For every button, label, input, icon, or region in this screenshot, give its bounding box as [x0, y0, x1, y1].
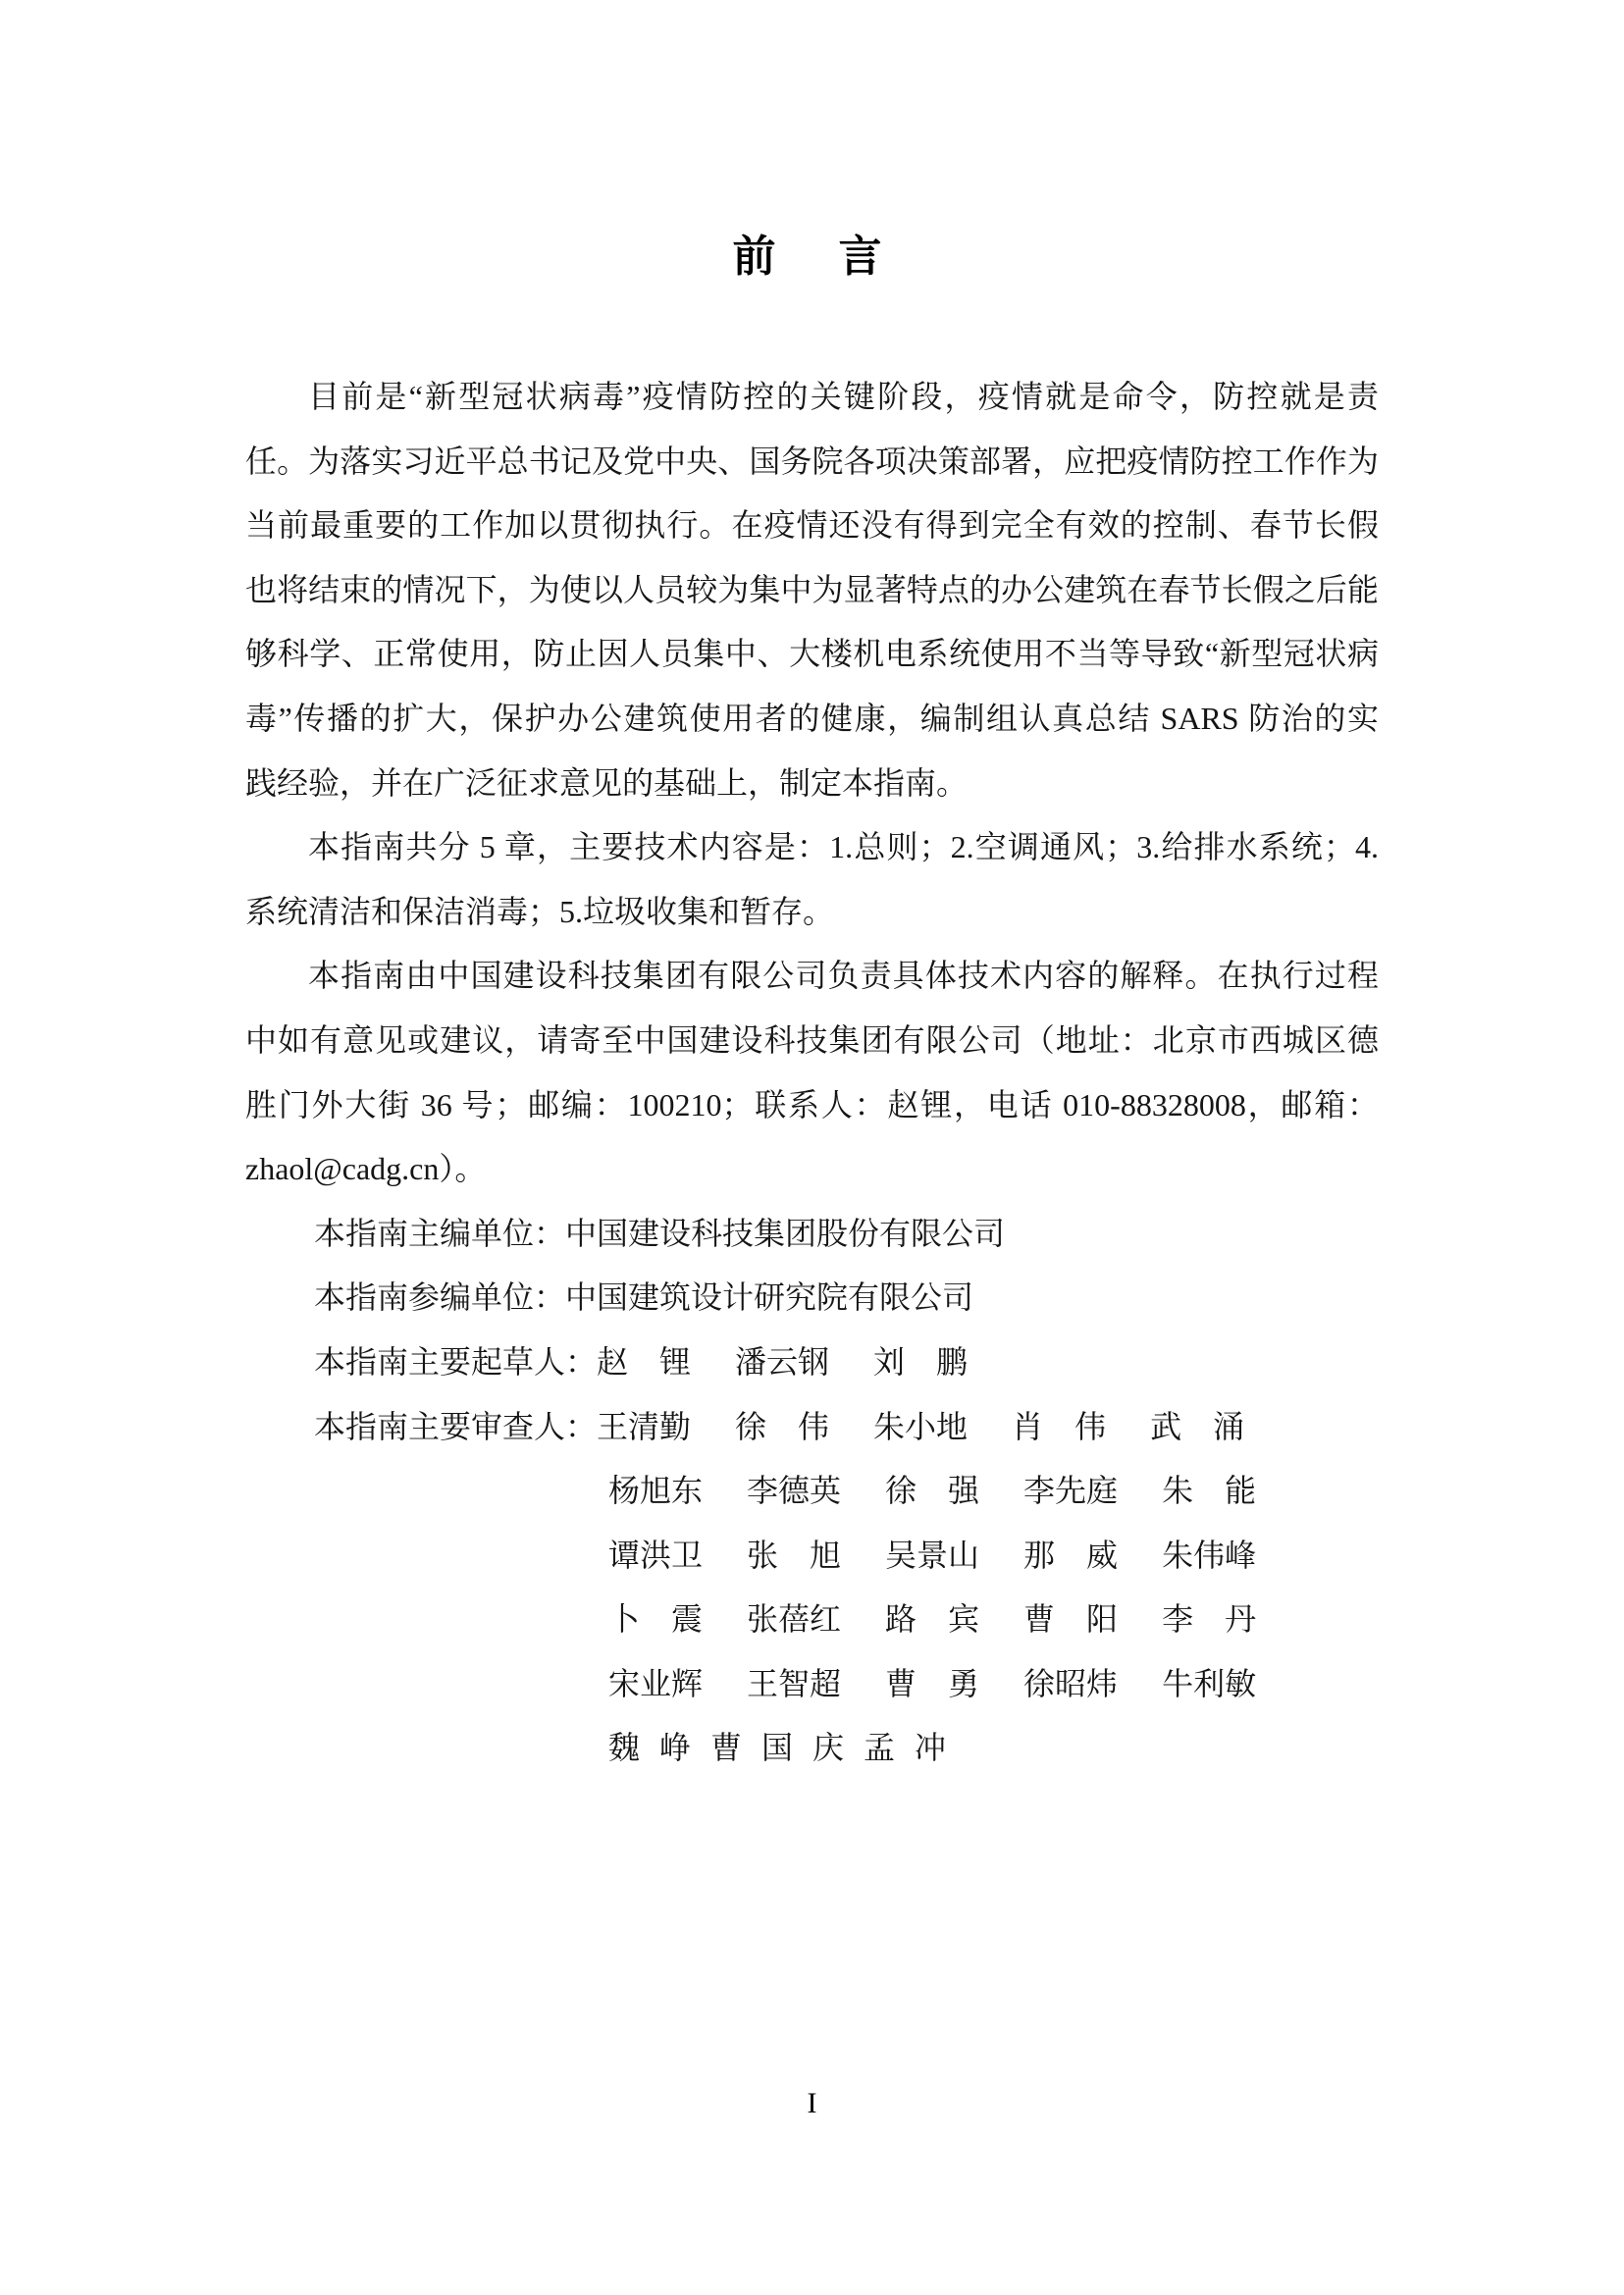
reviewer-name: 李先庭	[1023, 1473, 1119, 1509]
chief-editor-unit-value: 中国建设科技集团股份有限公司	[565, 1215, 1006, 1251]
paragraph-line: 系统清洁和保洁消毒；5.垃圾收集和暂存。	[245, 893, 835, 929]
chief-editor-unit-label: 本指南主编单位：	[314, 1215, 566, 1251]
document-title: 前 言	[732, 233, 892, 281]
paragraph-line: 中如有意见或建议，请寄至中国建设科技集团有限公司（地址：北京市西城区德	[245, 1021, 1379, 1058]
paragraph-line: 当前最重要的工作加以贯彻执行。在疫情还没有得到完全有效的控制、春节长假	[245, 507, 1379, 544]
paragraph-line: 毒”传播的扩大，保护办公建筑使用者的健康，编制组认真总结 SARS 防治的实	[245, 700, 1379, 736]
paragraph-line: 够科学、正常使用，防止因人员集中、大楼机电系统使用不当等导致“新型冠状病	[245, 636, 1379, 672]
reviewer-name: 谭洪卫	[608, 1537, 704, 1573]
reviewer-name: 张 旭	[747, 1537, 842, 1573]
reviewer-name: 吴景山	[885, 1537, 980, 1573]
contact-email-line: zhaol@cadg.cn）。	[245, 1151, 487, 1187]
paragraph-line: 本指南由中国建设科技集团有限公司负责具体技术内容的解释。在执行过程	[308, 958, 1379, 994]
reviewer-name: 卜 震	[608, 1601, 704, 1638]
reviewers-row	[245, 1588, 1379, 1652]
paragraph-line: 任。为落实习近平总书记及党中央、国务院各项决策部署，应把疫情防控工作作为	[245, 443, 1379, 479]
reviewer-name: 那 威	[1023, 1537, 1119, 1573]
drafters-label: 本指南主要起草人：	[314, 1343, 598, 1380]
drafter-name: 赵 锂	[597, 1343, 692, 1380]
reviewers-row	[245, 1524, 1379, 1589]
reviewer-name: 朱小地	[873, 1408, 969, 1444]
document-body	[245, 365, 1379, 1781]
reviewer-name: 王智超	[747, 1665, 842, 1701]
reviewer-name: 牛利敏	[1162, 1665, 1257, 1701]
co-editor-unit-line	[245, 1266, 1379, 1330]
paragraph-line: 本指南共分 5 章，主要技术内容是：1.总则；2.空调通风；3.给排水系统；4.	[308, 829, 1379, 865]
reviewer-name: 朱 能	[1162, 1473, 1257, 1509]
reviewer-name: 宋业辉	[608, 1665, 704, 1701]
reviewers-row	[245, 1652, 1379, 1717]
reviewer-name: 朱伟峰	[1162, 1537, 1257, 1573]
page-number: I	[807, 2087, 817, 2119]
co-editor-unit-label: 本指南参编单位：	[314, 1279, 566, 1316]
reviewer-name: 王清勤	[597, 1408, 692, 1444]
paragraph-line: 目前是“新型冠状病毒”疫情防控的关键阶段，疫情就是命令，防控就是责	[308, 379, 1379, 414]
drafter-name: 刘 鹏	[873, 1343, 969, 1380]
reviewer-name: 路 宾	[885, 1601, 980, 1638]
co-editor-unit-value: 中国建筑设计研究院有限公司	[565, 1279, 974, 1316]
paragraph-line: 践经验，并在广泛征求意见的基础上，制定本指南。	[245, 764, 969, 801]
reviewers-line	[245, 1395, 1379, 1460]
reviewer-name: 徐昭炜	[1023, 1665, 1119, 1701]
reviewers-row-last: 魏 峥 曹 国 庆 孟 冲	[608, 1730, 947, 1766]
paragraph-line: 胜门外大街 36 号；邮编：100210；联系人：赵锂，电话 010-88328008，邮箱：	[245, 1086, 1379, 1122]
reviewer-name: 李 丹	[1162, 1601, 1257, 1638]
reviewer-name: 徐 强	[885, 1473, 980, 1509]
reviewer-name: 曹 勇	[885, 1665, 980, 1701]
drafter-name: 潘云钢	[735, 1343, 830, 1380]
reviewer-name: 李德英	[747, 1473, 842, 1509]
reviewer-name: 杨旭东	[608, 1473, 704, 1509]
reviewer-name: 徐 伟	[735, 1408, 830, 1444]
chief-editor-unit-line	[245, 1202, 1379, 1267]
reviewer-name: 曹 阳	[1023, 1601, 1119, 1638]
reviewer-name: 武 涌	[1150, 1408, 1245, 1444]
reviewers-label: 本指南主要审查人：	[314, 1408, 598, 1444]
reviewer-name: 肖 伟	[1012, 1408, 1107, 1444]
paragraph-line: 也将结束的情况下，为使以人员较为集中为显著特点的办公建筑在春节长假之后能	[245, 571, 1379, 607]
reviewer-name: 张蓓红	[747, 1601, 842, 1638]
drafters-line	[245, 1330, 1379, 1395]
reviewers-row	[245, 1459, 1379, 1524]
